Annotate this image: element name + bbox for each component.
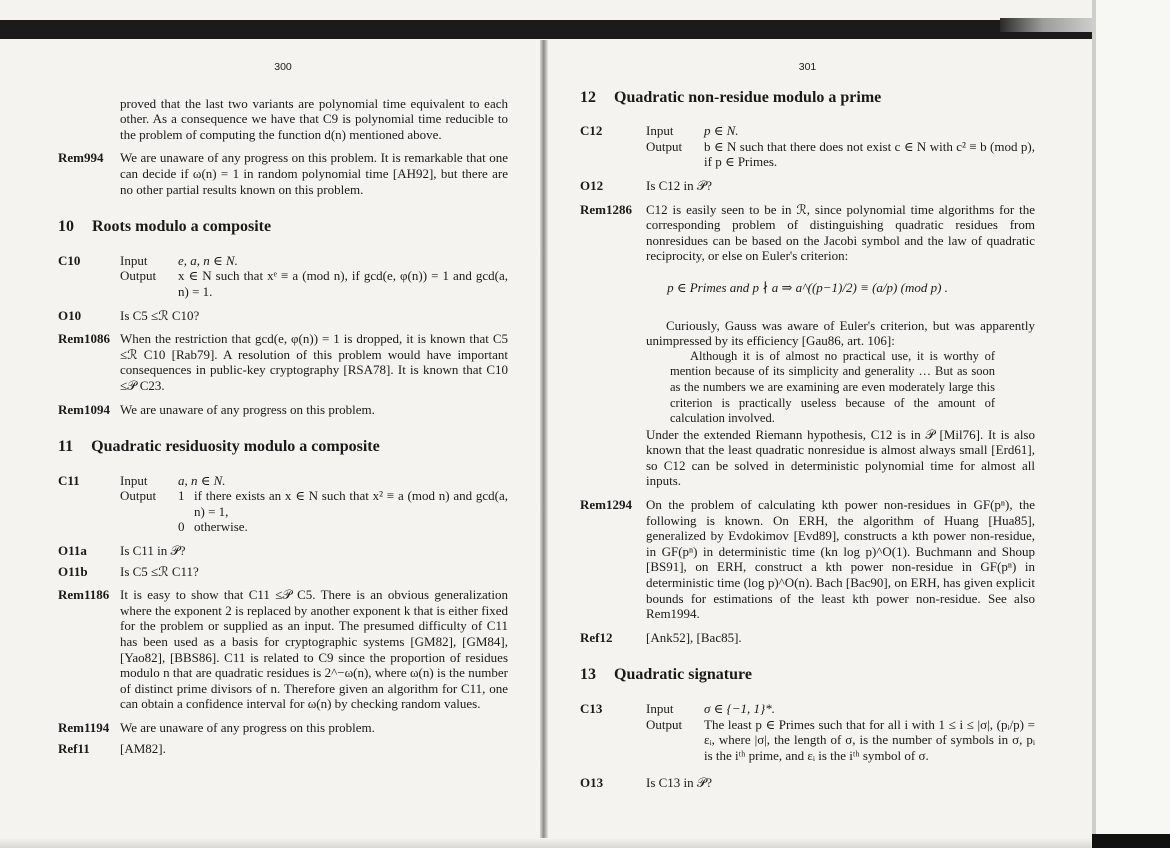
- entry-label: Rem1194: [58, 720, 110, 735]
- c10-entry: [58, 253, 508, 300]
- io-value: x ∈ N such that xᵉ ≡ a (mod n), if gcd(e, φ(n)) = 1 and gcd(a, n) = 1.: [178, 268, 508, 299]
- section-heading: [58, 439, 508, 455]
- c13-entry: [580, 701, 1035, 763]
- entry-label: O13: [580, 775, 604, 791]
- section-number: 11: [58, 438, 74, 456]
- entry-label: C11: [58, 472, 80, 488]
- entry-label: O12: [580, 177, 604, 193]
- section-number: 12: [580, 88, 596, 106]
- euler-criterion-formula: p ∈ Primes and p ∤ a ⇒ a^((p−1)/2) ≡ (a/p) (mod p) .: [667, 279, 948, 295]
- entry-label: Rem1094: [58, 401, 110, 417]
- c12-entry: [580, 123, 1035, 170]
- ref12-entry: [580, 630, 1035, 646]
- io-value: e, a, n ∈ N.: [178, 252, 238, 268]
- o10-entry: [58, 308, 508, 324]
- io-key: Input: [120, 252, 148, 268]
- entry-text: We are unaware of any progress on this problem.: [120, 720, 375, 735]
- entry-label: Rem1286: [580, 201, 632, 217]
- intro-paragraph: proved that the last two variants are polynomial time equivalent to each other. As a consequence we have that C9 is polynomial time reducible to the problem of computing the function d(n) mentioned above.: [120, 95, 508, 142]
- page-number: 300: [274, 61, 292, 73]
- case-text: otherwise.: [194, 519, 248, 535]
- entry-label: Rem1086: [58, 331, 110, 347]
- erh-paragraph: Under the extended Riemann hypothesis, C12 is in 𝒫 [Mil76]. It is also known that the least quadratic nonresidue is almost always small [Erd61], so C12 can be solved in deterministic polynomial time for almost all inputs.: [646, 426, 1035, 489]
- entry-label: O11b: [58, 563, 88, 579]
- entry-text: Is C11 in 𝒫?: [120, 543, 186, 559]
- section-number: 13: [580, 666, 596, 684]
- entry-label: Ref11: [58, 740, 90, 756]
- o11b-entry: [58, 564, 508, 580]
- section-title: Quadratic signature: [614, 666, 752, 684]
- left-page: [58, 60, 508, 764]
- entry-text: When the restriction that gcd(e, φ(n)) = 1 is dropped, it is known that C5 ≤ℛ C10 [Rab79]. A resolution of this problem would have important consequences in public-key cryptography [RSA78]. It is known that C10 ≤𝒫 C23.: [120, 331, 508, 393]
- page-number: 301: [798, 61, 817, 73]
- entry-text: Is C5 ≤ℛ C11?: [120, 563, 199, 579]
- rem10-86-entry: [58, 331, 508, 393]
- io-key: Output: [120, 268, 157, 284]
- io-key: Output: [646, 716, 683, 732]
- io-value: The least p ∈ Primes such that for all i with 1 ≤ i ≤ |σ|, (pᵢ/p) = εᵢ, where |σ|, the length of σ, is the number of symbols in σ, pᵢ is the iᵗʰ prime, and εᵢ is the iᵗʰ symbol of σ.: [704, 716, 1035, 763]
- scan-top-bar-fade: [1000, 18, 1095, 32]
- io-block: [646, 701, 1035, 763]
- c11-entry: [58, 473, 508, 535]
- io-value: p ∈ N.: [704, 123, 739, 139]
- entry-label: O11a: [58, 543, 87, 559]
- section-title: Quadratic non-residue modulo a prime: [614, 88, 882, 106]
- entry-text: We are unaware of any progress on this problem.: [120, 401, 375, 417]
- entry-text: [Ank52], [Bac85].: [646, 629, 742, 645]
- entry-label: Rem1294: [580, 497, 632, 513]
- section-title: Roots modulo a composite: [92, 218, 272, 236]
- entry-label: Rem1186: [58, 587, 110, 603]
- entry-label: Rem994: [58, 150, 104, 166]
- entry-text: C12 is easily seen to be in ℛ, since polynomial time algorithms for the corresponding problem of distinguishing quadratic residues from nonresidues can be based on the Jacobi symbol and the law of quadratic reciprocity, or else on Euler's criterion:: [646, 201, 1035, 264]
- io-key: Output: [646, 138, 683, 154]
- io-value: σ ∈ {−1, 1}*.: [704, 701, 775, 716]
- io-block: [120, 473, 508, 535]
- entry-label: Ref12: [580, 629, 613, 645]
- io-key: Input: [646, 123, 674, 139]
- section-heading: [580, 667, 1035, 683]
- entry-label: C13: [580, 701, 603, 716]
- case-text: if there exists an x ∈ N such that x² ≡ a (mod n) and gcd(a, n) = 1,: [194, 488, 508, 519]
- case-key: 1: [178, 488, 185, 504]
- rem11-86-entry: [58, 587, 508, 712]
- io-key: Output: [120, 488, 157, 504]
- entry-label: O10: [58, 307, 82, 323]
- scan-top-bar: [0, 20, 1092, 39]
- entry-text: [AM82].: [120, 740, 166, 756]
- rem10-94-entry: [58, 402, 508, 418]
- rem11-94-entry: [58, 720, 508, 736]
- ref11-entry: [58, 741, 508, 757]
- entry-label: C10: [58, 252, 81, 268]
- rem9-entry: [58, 150, 508, 197]
- scan-bottom-bar: [1092, 834, 1170, 848]
- o12-entry: [580, 178, 1035, 194]
- section-title: Quadratic residuosity modulo a composite: [91, 438, 380, 456]
- book-spine: [540, 40, 548, 846]
- o13-entry: [580, 775, 1035, 791]
- right-page: [580, 60, 1035, 799]
- scan-bottom-shadow: [0, 838, 1092, 848]
- entry-text: Is C5 ≤ℛ C10?: [120, 307, 200, 323]
- io-value: b ∈ N such that there does not exist c ∈ N with c² ≡ b (mod p), if p ∈ Primes.: [704, 138, 1035, 170]
- io-key: Input: [646, 701, 674, 716]
- case-key: 0: [178, 519, 185, 535]
- o11a-entry: [58, 543, 508, 559]
- io-block: [120, 253, 508, 300]
- scan-edge-shade: [1092, 0, 1096, 848]
- io-output-cases: [178, 488, 508, 535]
- entry-label: C12: [580, 123, 603, 139]
- entry-text: We are unaware of any progress on this problem. It is remarkable that one can decide if ω(n) = 1 in random polynomial time [AH92], but there are no other partial results known on this problem.: [120, 150, 508, 197]
- section-number: 10: [58, 218, 74, 236]
- entry-text: Is C12 in 𝒫?: [646, 177, 713, 193]
- io-value: a, n ∈ N.: [178, 472, 226, 488]
- gauss-paragraph: Curiously, Gauss was aware of Euler's criterion, but was apparently unimpressed by its efficiency [Gau86, art. 106]:: [646, 317, 1035, 349]
- gauss-quote: Although it is of almost no practical use, it is worthy of mention because of its simplicity and generality … But as soon as the numbers we are examining are even moderately large this criterion is practically useless because of the amount of calculation involved.: [670, 348, 995, 426]
- entry-text: It is easy to show that C11 ≤𝒫 C5. There is an obvious generalization where the exponent 2 is replaced by another exponent k that is either fixed for the problem or supplied as an input. The presumed difficulty of C11 has been used as a basis for cryptographic systems [GM82], [GM84], [Yao82], [BBS86]. C11 is related to C9 since the proportion of residues modulo n that are quadratic residues is 2^−ω(n), where ω(n) is the number of distinct prime divisors of n. Therefore given an algorithm for C11, one can obtain a confidence interval for ω(n) by checking random values.: [120, 587, 508, 712]
- section-heading: [580, 90, 1035, 106]
- io-block: [646, 123, 1035, 170]
- io-key: Input: [120, 472, 148, 488]
- rem12-86-entry: [580, 202, 1035, 264]
- scan-right-margin: [1092, 0, 1170, 848]
- rem12-94-entry: [580, 497, 1035, 622]
- entry-text: Is C13 in 𝒫?: [646, 775, 713, 791]
- entry-text: On the problem of calculating kth power non-residues in GF(pⁿ), the following is known. On ERH, the algorithm of Huang [Hua85], generalized by Evdokimov [Evd89], constructs a kth power non-residue, in GF(pⁿ) in deterministic time (kn log p)^O(1). Buchmann and Shoup [BS91], on ERH, construct a kth power non-residue in GF(pⁿ) in deterministic time (log p)^O(n). Bach [Bac90], on ERH, has given explicit bounds for estimations of the least kth power non-residue. See also Rem1994.: [646, 497, 1035, 622]
- section-heading: [58, 219, 508, 235]
